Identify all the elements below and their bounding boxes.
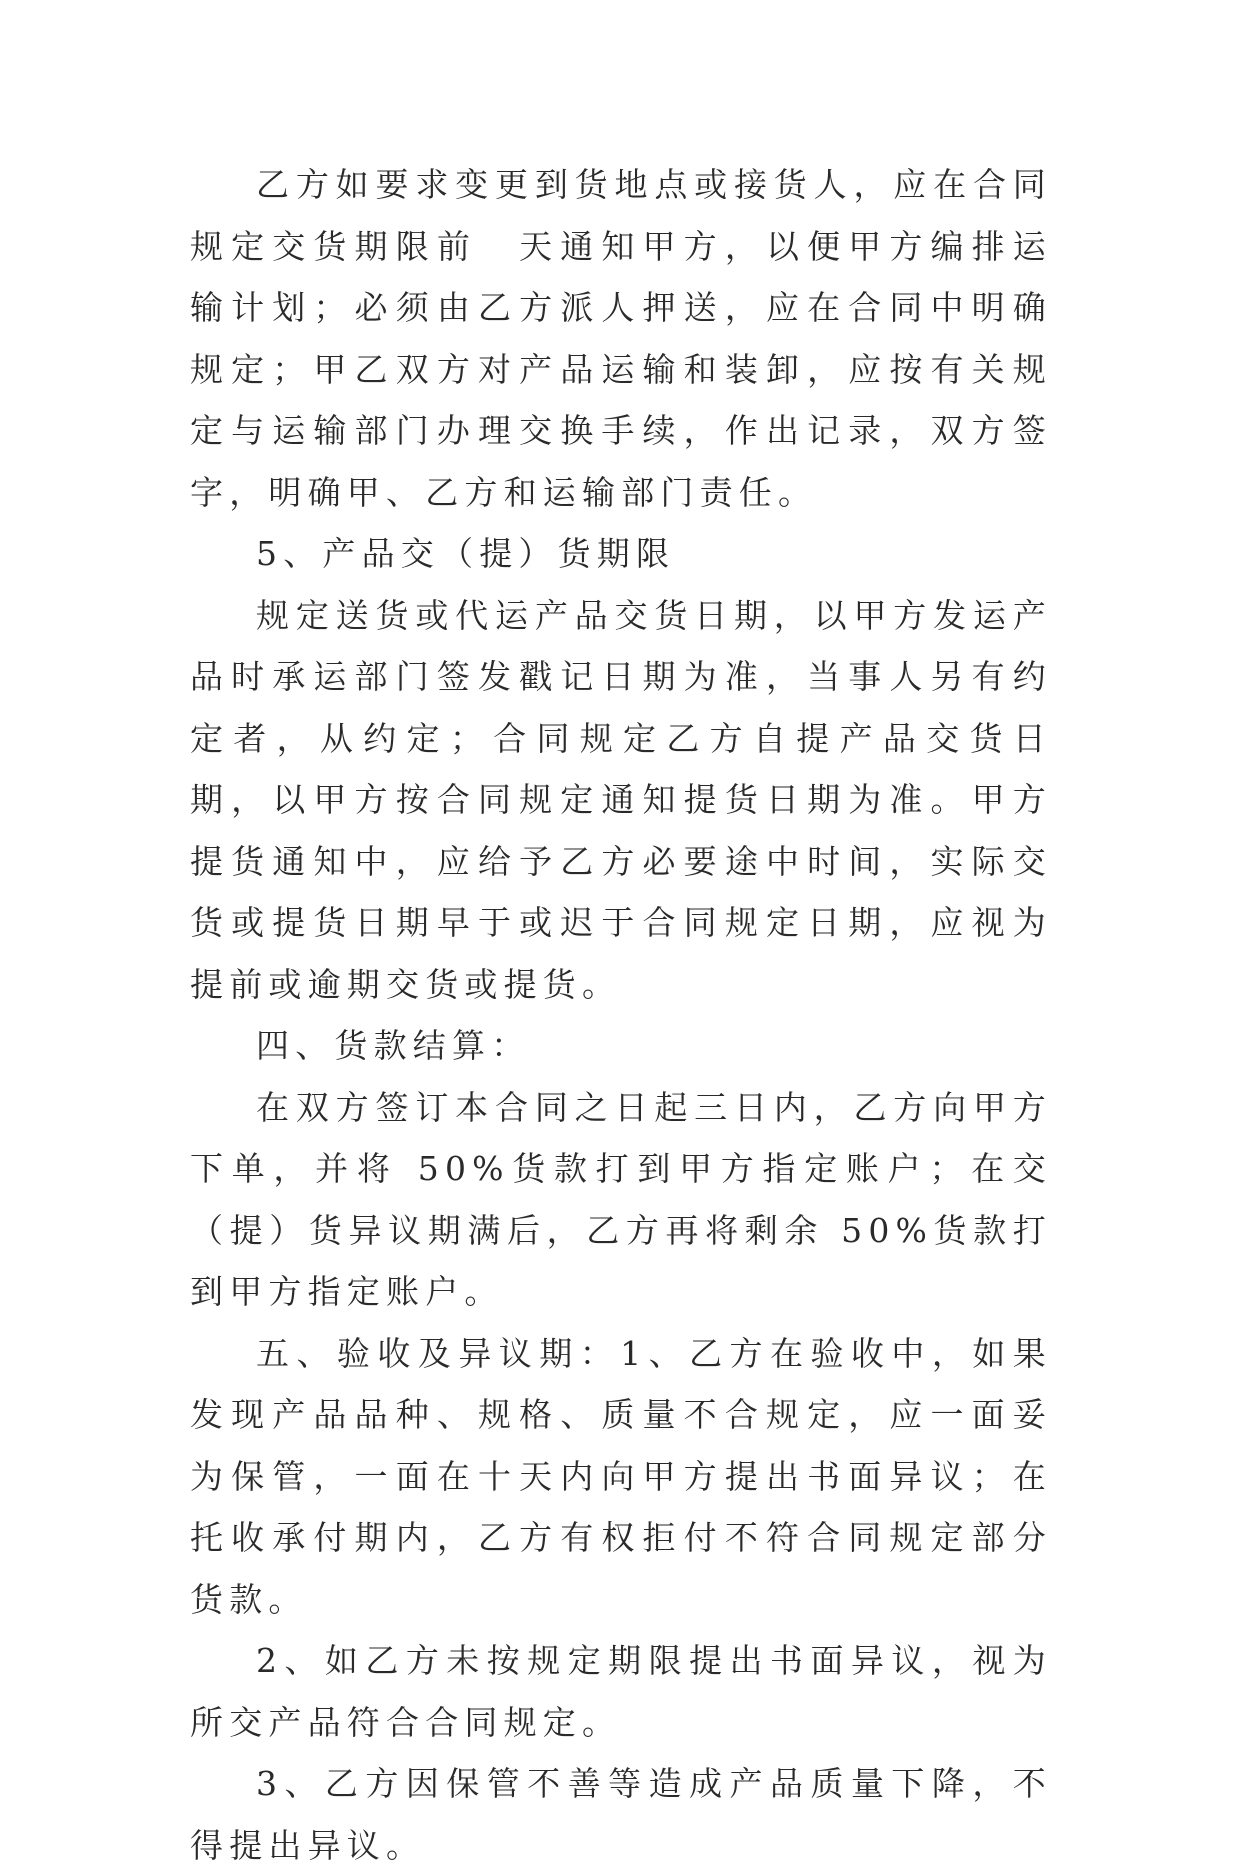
paragraph-delivery-date: 规定送货或代运产品交货日期，以甲方发运产品时承运部门签发戳记日期为准，当事人另有约定者，从约定；合同规定乙方自提产品交货日期，以甲方按合同规定通知提货日期为准。甲方提货通知中，应给予乙方必要途中时间，实际交货或提货日期早于或迟于合同规定日期，应视为提前或逾期交货或提货。	[190, 595, 1052, 1004]
paragraph-payment-terms: 在双方签订本合同之日起三日内，乙方向甲方下单，并将 50%货款打到甲方指定账户；在交（提）货异议期满后，乙方再将剩余 50%货款打到甲方指定账户。	[190, 1087, 1052, 1311]
heading-payment-settlement: 四、货款结算：	[256, 1026, 531, 1065]
document-body	[190, 154, 1052, 1876]
paragraph-inspection-objection: 五、验收及异议期：1、乙方在验收中，如果发现产品品种、规格、质量不合规定，应一面妥为保管，一面在十天内向甲方提出书面异议；在托收承付期内，乙方有权拒付不符合同规定部分货款。	[190, 1333, 1052, 1619]
paragraph-delivery-change: 乙方如要求变更到货地点或接货人，应在合同规定交货期限前 天通知甲方，以便甲方编排运输计划；必须由乙方派人押送，应在合同中明确规定；甲乙双方对产品运输和装卸，应按有关规定与运输部门办理交换手续，作出记录，双方签字，明确甲、乙方和运输部门责任。	[190, 165, 1052, 512]
paragraph-objection-deadline: 2、如乙方未按规定期限提出书面异议，视为所交产品符合合同规定。	[190, 1641, 1052, 1742]
heading-delivery-period: 5、产品交（提）货期限	[256, 534, 676, 573]
paragraph-storage-quality: 3、乙方因保管不善等造成产品质量下降，不得提出异议。	[190, 1764, 1052, 1865]
